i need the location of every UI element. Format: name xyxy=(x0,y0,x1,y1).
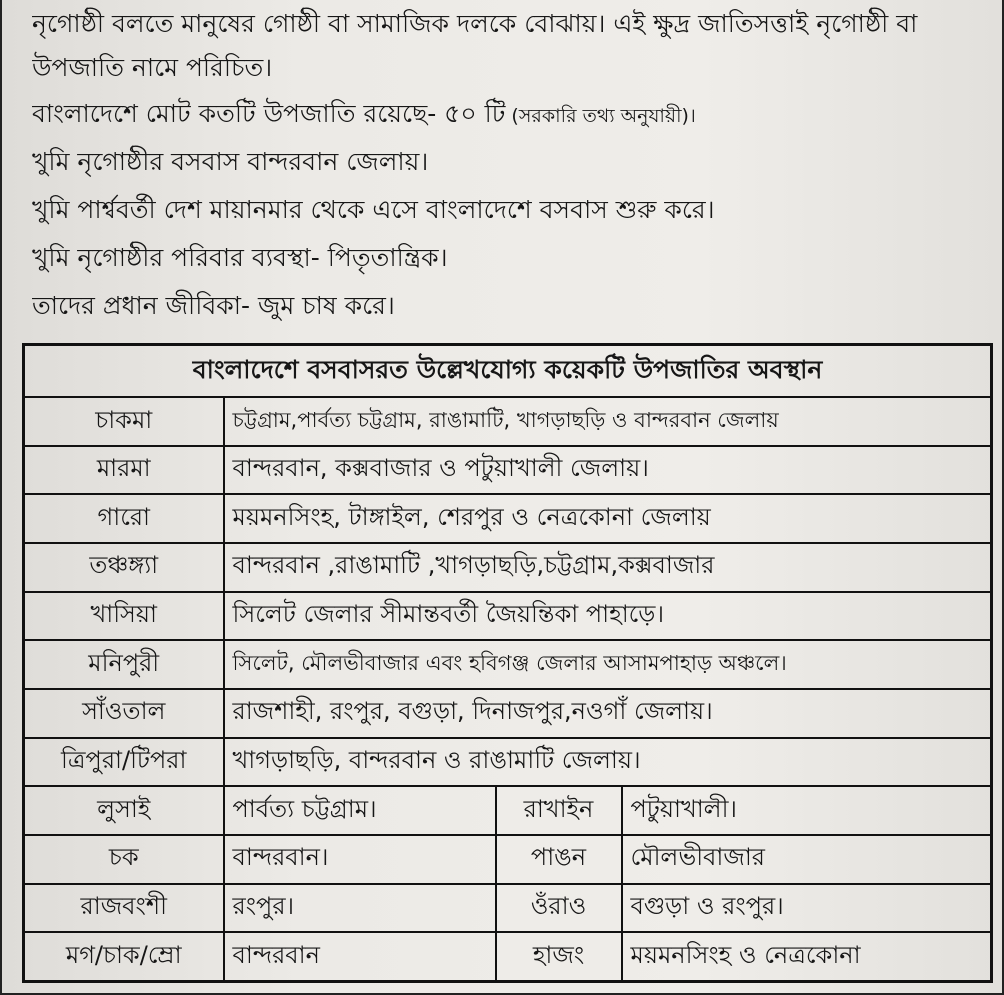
table-row xyxy=(24,494,992,543)
table-row xyxy=(24,689,992,738)
tribe-name: রাখাইন xyxy=(496,786,622,835)
fact-item-2 xyxy=(32,138,994,186)
table-row-split xyxy=(24,884,992,933)
tribe-name: রাজবংশী xyxy=(24,884,224,933)
tribe-location: চট্টগ্রাম,পার্বত্য চট্টগ্রাম, রাঙামাটি, খাগড়াছড়ি ও বান্দরবান জেলায় xyxy=(224,397,992,446)
fact-text: খুমি নৃগোষ্ঠীর বসবাস বান্দরবান জেলায়। xyxy=(32,147,429,176)
table-row xyxy=(24,738,992,787)
fact-item-1 xyxy=(32,90,994,138)
table-row-split xyxy=(24,786,992,835)
tribe-name: চক xyxy=(24,835,224,884)
tribe-name: সাঁওতাল xyxy=(24,689,224,738)
tribe-name: মগ/চাক/ম্রো xyxy=(24,932,224,981)
fact-text: খুমি পার্শ্ববর্তী দেশ মায়ানমার থেকে এসে বাংলাদেশে বসবাস শুরু করে। xyxy=(32,195,715,224)
table-row xyxy=(24,397,992,446)
fact-item-5 xyxy=(32,282,994,330)
tribe-location: ময়মনসিংহ ও নেত্রকোনা xyxy=(622,932,992,981)
fact-list xyxy=(2,90,1002,330)
tribe-name: লুসাই xyxy=(24,786,224,835)
fact-item-3 xyxy=(32,186,994,234)
tribe-location: বান্দরবান, কক্সবাজার ও পটুয়াখালী জেলায়। xyxy=(224,446,992,495)
tribe-location: মৌলভীবাজার xyxy=(622,835,992,884)
tribe-name: পাঙন xyxy=(496,835,622,884)
tribe-name: ওঁরাও xyxy=(496,884,622,933)
table-row xyxy=(24,640,992,689)
tribe-location: রংপুর। xyxy=(224,884,496,933)
tribe-location: বান্দরবান xyxy=(224,932,496,981)
tribe-name: হাজং xyxy=(496,932,622,981)
tribe-location: খাগড়াছড়ি, বান্দরবান ও রাঙামাটি জেলায়। xyxy=(224,738,992,787)
table-row-split xyxy=(24,932,992,981)
tribe-location: বান্দরবান ,রাঙামাটি ,খাগড়াছড়ি,চট্টগ্রাম,কক্সবাজার xyxy=(224,543,992,592)
table-row xyxy=(24,446,992,495)
fact-note: (সরকারি তথ্য অনুযায়ী)। xyxy=(505,105,696,127)
tribe-location: সিলেট, মৌলভীবাজার এবং হবিগঞ্জ জেলার আসামপাহাড় অঞ্চলে। xyxy=(224,640,992,689)
tribe-name: ত্রিপুরা/টিপরা xyxy=(24,738,224,787)
tribe-location: পটুয়াখালী। xyxy=(622,786,992,835)
fact-text: বাংলাদেশে মোট কতটি উপজাতি রয়েছে- ৫০ টি xyxy=(32,99,506,128)
fact-item-4 xyxy=(32,234,994,282)
fact-text: তাদের প্রধান জীবিকা- জুম চাষ করে। xyxy=(32,291,395,320)
tribe-location: রাজশাহী, রংপুর, বগুড়া, দিনাজপুর,নওগাঁ জেলায়। xyxy=(224,689,992,738)
table-row-split xyxy=(24,835,992,884)
table-row xyxy=(24,543,992,592)
intro-paragraph: নৃগোষ্ঠী বলতে মানুষের গোষ্ঠী বা সামাজিক দলকে বোঝায়। এই ক্ষুদ্র জাতিসত্তাই নৃগোষ্ঠী বা উপজাতি নামে পরিচিত। xyxy=(32,9,918,82)
tribe-location: পার্বত্য চট্টগ্রাম। xyxy=(224,786,496,835)
tribe-name: চাকমা xyxy=(24,397,224,446)
table-title: বাংলাদেশে বসবাসরত উল্লেখযোগ্য কয়েকটি উপজাতির অবস্থান xyxy=(24,345,992,398)
tribe-name: খাসিয়া xyxy=(24,592,224,641)
tribe-name: গারো xyxy=(24,494,224,543)
tribe-location-table xyxy=(22,343,993,983)
tribe-location: সিলেট জেলার সীমান্তবর্তী জৈয়ন্তিকা পাহাড়ে। xyxy=(224,592,992,641)
table-row xyxy=(24,592,992,641)
tribe-name: মারমা xyxy=(24,446,224,495)
fact-text: খুমি নৃগোষ্ঠীর পরিবার ব্যবস্থা- পিতৃতান্ত্রিক। xyxy=(32,243,448,272)
tribe-name: মনিপুরী xyxy=(24,640,224,689)
tribe-name: তঞ্চঙ্গ্যা xyxy=(24,543,224,592)
tribe-location: বান্দরবান। xyxy=(224,835,496,884)
tribe-location: বগুড়া ও রংপুর। xyxy=(622,884,992,933)
table-header-row xyxy=(24,345,992,398)
tribe-location: ময়মনসিংহ, টাঙ্গাইল, শেরপুর ও নেত্রকোনা জেলায় xyxy=(224,494,992,543)
